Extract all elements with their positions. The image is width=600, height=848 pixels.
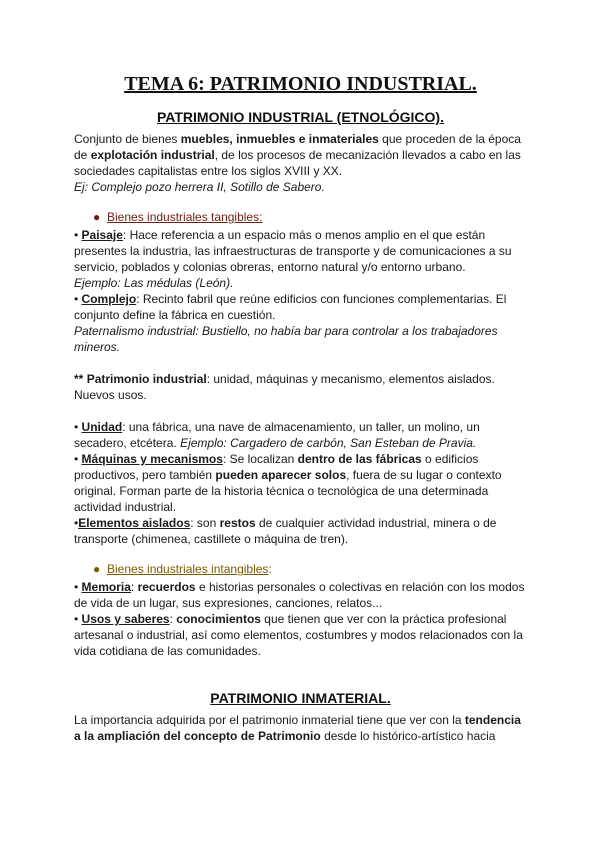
bullet-mark: • bbox=[74, 292, 82, 306]
section-heading-patrimonio-industrial: PATRIMONIO INDUSTRIAL (ETNOLÓGICO). bbox=[157, 109, 444, 125]
bold-run: conocimientos bbox=[176, 612, 261, 626]
term-unidad: Unidad bbox=[81, 420, 123, 434]
term-complejo: Complejo bbox=[81, 292, 137, 306]
elementos-item bbox=[74, 515, 527, 547]
intro-paragraph bbox=[74, 131, 527, 179]
text-run: Conjunto de bienes bbox=[74, 132, 181, 146]
bold-run: pueden aparecer solos bbox=[215, 468, 347, 482]
complejo-item bbox=[74, 291, 527, 323]
note-term: Patrimonio industrial bbox=[86, 372, 207, 386]
bullet-mark: • bbox=[74, 420, 82, 434]
text-run: desde lo histórico-artístico hacia bbox=[320, 729, 496, 743]
inmaterial-paragraph bbox=[74, 712, 527, 744]
text-run: o edificios productivos, pero también bbox=[74, 452, 479, 482]
bold-run: restos bbox=[219, 516, 256, 530]
tangibles-heading-label: Bienes industriales tangibles: bbox=[107, 210, 263, 224]
complejo-example: Paternalismo industrial: Bustiello, no había bar para controlar a los trabajadores mineros. bbox=[74, 324, 498, 354]
text-run: : unidad, máquinas y mecanismo, elementos aislados. Nuevos usos. bbox=[74, 372, 495, 402]
usos-item bbox=[74, 611, 527, 659]
intro-example: Ej: Complejo pozo herrera II, Sotillo de Sabero. bbox=[74, 180, 325, 194]
term-usos: Usos y saberes bbox=[81, 612, 170, 626]
text-run: : una fábrica, una nave de almacenamiento, un taller, un molino, un secadero, etcétera. bbox=[74, 420, 480, 450]
bullet-mark: • bbox=[74, 612, 82, 626]
text-run: que tienen que ver con la práctica profesional artesanal o industrial, así como elementos, costumbres y modos relacionados con la vida cotidiana de las comunidades. bbox=[74, 612, 523, 658]
heading-colon: : bbox=[268, 562, 272, 576]
bold-run: tendencia a la ampliación del concepto de Patrimonio bbox=[74, 713, 521, 743]
bold-run: recuerdos bbox=[137, 580, 196, 594]
term-elementos: Elementos aislados bbox=[78, 516, 191, 530]
bold-run: muebles, inmuebles e inmateriales bbox=[180, 132, 379, 146]
text-run: que proceden de la época de bbox=[74, 132, 521, 162]
bullet-mark: • bbox=[74, 452, 82, 466]
text-run: : Recinto fabril que reúne edificios con funciones complementarias. El conjunto define la fábrica en cuestión. bbox=[74, 292, 507, 322]
text-run: : Se localizan bbox=[222, 452, 298, 466]
text-run: , fuera de su lugar o contexto original. Forman parte de la historia técnica o tecnológica de una determinada actividad industrial. bbox=[74, 468, 502, 514]
note-prefix: ** bbox=[74, 372, 87, 386]
unidad-item bbox=[74, 419, 527, 451]
tangibles-heading bbox=[74, 209, 527, 225]
intangibles-heading bbox=[74, 561, 527, 577]
term-memoria: Memoria bbox=[81, 580, 131, 594]
bullet-icon: ● bbox=[93, 210, 101, 224]
bold-run: dentro de las fábricas bbox=[297, 452, 422, 466]
unidad-example: Ejemplo: Cargadero de carbón, San Esteban de Pravia. bbox=[180, 436, 477, 450]
text-run: e historias personales o colectivas en relación con los modos de vida de un lugar, sus expresiones, canciones, relatos... bbox=[74, 580, 525, 610]
text-run: de cualquier actividad industrial, minera o de transporte (chimenea, castillete o máquina de tren). bbox=[74, 516, 497, 546]
bullet-mark: • bbox=[74, 516, 79, 530]
paisaje-item bbox=[74, 227, 527, 275]
text-run: : Hace referencia a un espacio más o menos amplio en el que están presentes la industria, las infraestructuras de transporte y de comunicaciones a su servicio, poblados y colonias obreras, entorno natural y/o entorno urbano. bbox=[74, 228, 512, 274]
intangibles-heading-label: Bienes industriales intangibles bbox=[107, 562, 269, 576]
page-title: TEMA 6: PATRIMONIO INDUSTRIAL. bbox=[124, 73, 477, 95]
text-run: : bbox=[169, 612, 177, 626]
maquinas-item bbox=[74, 451, 527, 515]
text-run: : son bbox=[190, 516, 220, 530]
text-run: La importancia adquirida por el patrimonio inmaterial tiene que ver con la bbox=[74, 713, 465, 727]
text-run: , de los procesos de mecanización llevados a cabo en las sociedades capitalistas entre los siglos XVIII y XX. bbox=[74, 148, 521, 178]
bullet-icon: ● bbox=[93, 562, 101, 576]
section-heading-patrimonio-inmaterial: PATRIMONIO INMATERIAL. bbox=[210, 690, 391, 706]
note-patrimonio-industrial bbox=[74, 371, 527, 403]
term-paisaje: Paisaje bbox=[81, 228, 123, 242]
bullet-mark: • bbox=[74, 580, 82, 594]
memoria-item bbox=[74, 579, 527, 611]
bullet-mark: • bbox=[74, 228, 82, 242]
bold-run: explotación industrial bbox=[90, 148, 215, 162]
text-run: : bbox=[130, 580, 138, 594]
paisaje-example: Ejemplo: Las médulas (León). bbox=[74, 276, 234, 290]
term-maquinas: Máquinas y mecanismos bbox=[81, 452, 223, 466]
